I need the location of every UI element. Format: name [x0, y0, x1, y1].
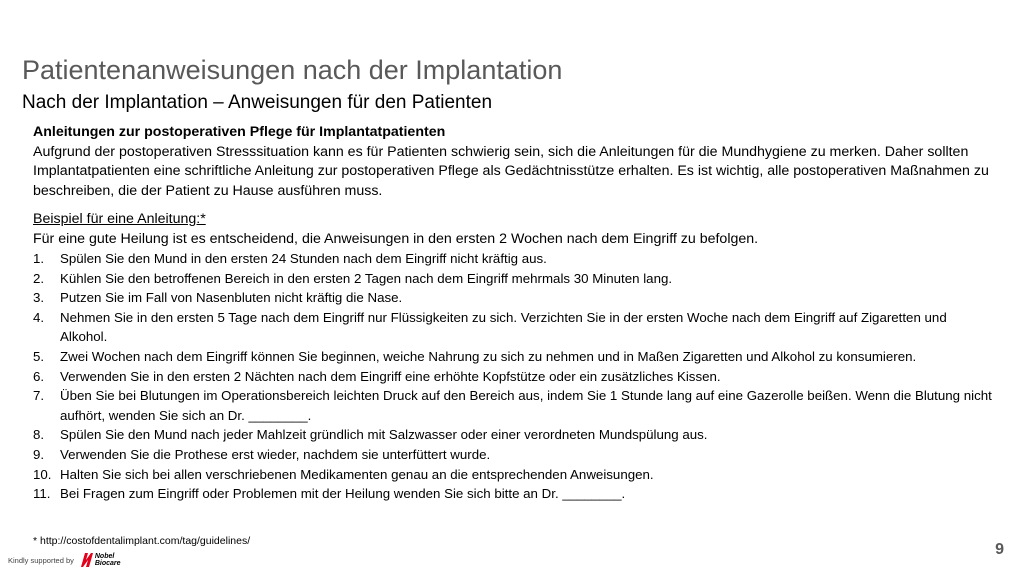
instruction-item: [33, 484, 993, 504]
instruction-number: 7.: [33, 388, 45, 404]
instruction-number: 11.: [33, 486, 51, 502]
instruction-number: 5.: [33, 348, 45, 364]
instruction-number: 9.: [33, 446, 45, 462]
logo-text: Nobel Biocare: [94, 553, 121, 567]
slide-subtitle: Nach der Implantation – Anweisungen für den Patienten: [22, 92, 493, 113]
instruction-item: [33, 425, 993, 445]
instruction-number: 8.: [33, 427, 45, 443]
instruction-item: [33, 367, 993, 387]
example-lead: Für eine gute Heilung ist es entscheidend, die Anweisungen in den ersten 2 Wochen nach dem Eingriff zu befolgen.: [33, 230, 759, 247]
nobel-biocare-logo-icon: [80, 552, 94, 568]
example-heading: Beispiel für eine Anleitung:*: [33, 211, 206, 227]
instruction-text: Verwenden Sie die Prothese erst wieder, nachdem sie unterfüttert wurde.: [60, 446, 491, 462]
instruction-text: Üben Sie bei Blutungen im Operationsbereich leichten Druck auf den Bereich aus, indem Sie 1 Stunde lang auf eine Gazerolle beißen. Wenn die Blutung nicht aufhört, wenden Sie sich an Dr. ________.: [60, 388, 992, 423]
instruction-item: [33, 288, 993, 308]
instruction-item: [33, 386, 993, 425]
instruction-text: Zwei Wochen nach dem Eingriff können Sie beginnen, weiche Nahrung zu sich zu nehmen und in Maßen Zigaretten und Alkohol zu konsumieren.: [60, 348, 917, 364]
instruction-number: 6.: [33, 368, 45, 384]
instruction-text: Halten Sie sich bei allen verschriebenen Medikamenten genau an die entsprechenden Anweisungen.: [60, 466, 654, 482]
instruction-item: [33, 445, 993, 465]
slide-title: Patientenanweisungen nach der Implantation: [22, 55, 563, 85]
instruction-text: Nehmen Sie in den ersten 5 Tage nach dem Eingriff nur Flüssigkeiten zu sich. Verzichten Sie in der ersten Woche nach dem Eingriff auf Zigaretten und Alkohol.: [60, 309, 947, 345]
footnote: * http://costofdentalimplant.com/tag/guidelines/: [33, 535, 251, 547]
instruction-item: [33, 308, 993, 347]
instruction-text: Kühlen Sie den betroffenen Bereich in den ersten 2 Tagen nach dem Eingriff mehrmals 30 Minuten lang.: [60, 270, 673, 286]
instruction-text: Verwenden Sie in den ersten 2 Nächten nach dem Eingriff eine erhöhte Kopfstütze oder ein zusätzliches Kissen.: [60, 368, 721, 384]
intro-heading: Anleitungen zur postoperativen Pflege für Implantatpatienten: [33, 124, 446, 140]
page-number: 9: [995, 541, 1004, 558]
slide-content: [33, 123, 993, 504]
instruction-item: [33, 465, 993, 485]
instruction-text: Putzen Sie im Fall von Nasenbluten nicht kräftig die Nase.: [60, 290, 403, 306]
instruction-number: 1.: [33, 251, 45, 266]
instruction-item: [33, 347, 993, 367]
supported-by-text: Kindly supported by: [8, 555, 74, 565]
nobel-biocare-logo: [80, 552, 121, 568]
instruction-number: 4.: [33, 309, 45, 325]
instruction-text: Spülen Sie den Mund in den ersten 24 Stunden nach dem Eingriff nicht kräftig aus.: [60, 251, 547, 266]
instruction-list: [33, 249, 993, 504]
instruction-number: 2.: [33, 270, 45, 286]
instruction-number: 3.: [33, 290, 45, 306]
intro-paragraph: Aufgrund der postoperativen Stresssituation kann es für Patienten schwierig sein, sich die Anleitungen für die Mundhygiene zu merken. Daher sollten Implantatpatienten eine schriftliche Anleitung zur postoperativen Pflege als Gedächtnisstütze erhalten. Es ist wichtig, alle postoperativen Maßnahmen zu beschreiben, die der Patient zu Hause ausführen muss.: [33, 143, 989, 199]
instruction-number: 10.: [33, 466, 52, 482]
instruction-text: Bei Fragen zum Eingriff oder Problemen mit der Heilung wenden Sie sich bitte an Dr. ________.: [60, 486, 626, 502]
instruction-item: [33, 249, 993, 269]
instruction-text: Spülen Sie den Mund nach jeder Mahlzeit gründlich mit Salzwasser oder einer verordneten Mundspülung aus.: [60, 427, 708, 443]
instruction-item: [33, 269, 993, 289]
footer: [8, 552, 121, 568]
